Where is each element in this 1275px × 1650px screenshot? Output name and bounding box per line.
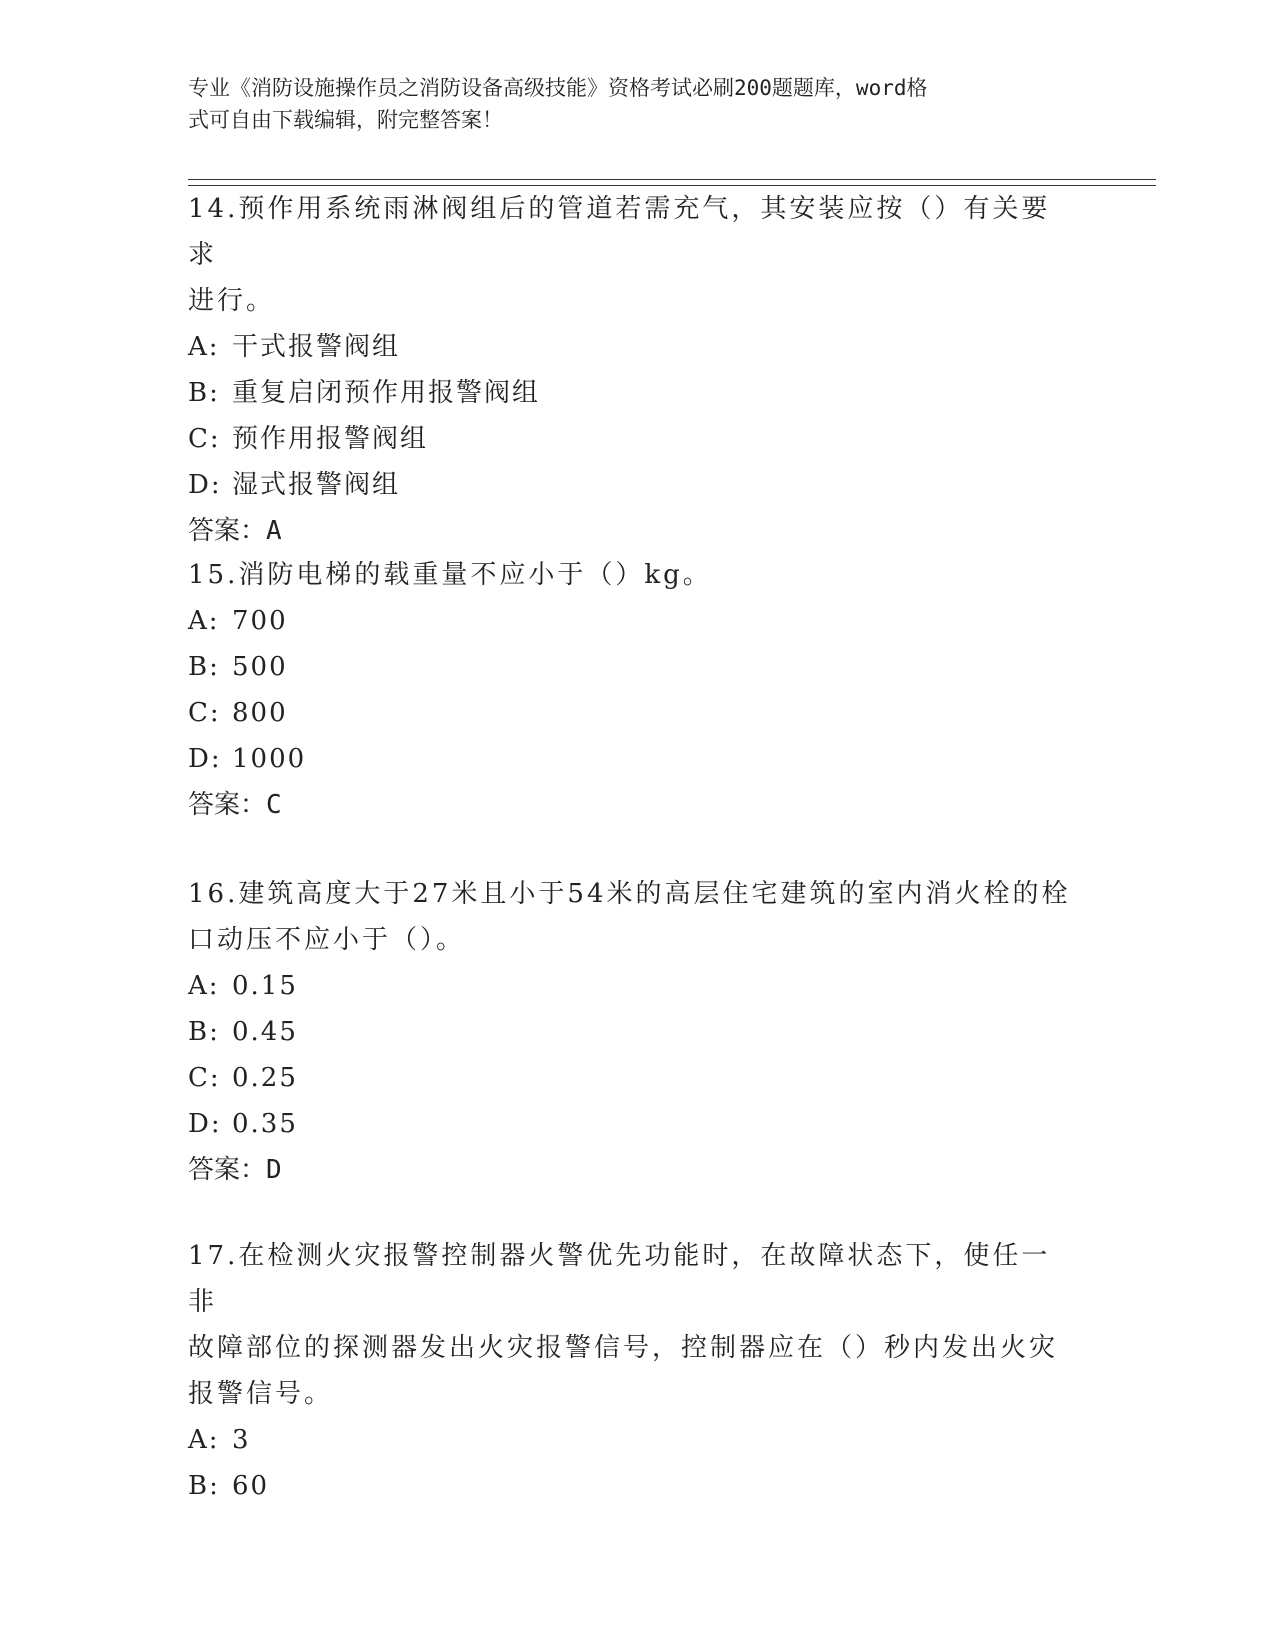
option-text: 0.45 <box>232 1017 298 1047</box>
question-16 <box>188 871 1078 1193</box>
option-text: 0.15 <box>232 971 298 1001</box>
option-text: 干式报警阀组 <box>232 332 401 362</box>
question-stem: 口动压不应小于（）。 <box>188 925 466 955</box>
option-label: C: <box>188 698 221 728</box>
option-b <box>188 1463 1078 1509</box>
question-15 <box>188 552 1078 828</box>
question-stem: 16.建筑高度大于27米且小于54米的高层住宅建筑的室内消火栓的栓 <box>188 879 1071 909</box>
option-label: B: <box>188 1017 220 1047</box>
option-text: 0.35 <box>232 1109 298 1139</box>
option-text: 预作用报警阀组 <box>232 424 429 454</box>
answer-text: 答案：D <box>188 1155 282 1185</box>
document-header <box>188 72 1088 136</box>
question-stem: 14.预作用系统雨淋阀组后的管道若需充气，其安装应按（）有关要求 <box>188 194 1051 270</box>
option-text: 1000 <box>232 744 307 774</box>
question-stem: 进行。 <box>188 286 276 316</box>
option-a <box>188 598 1078 644</box>
question-stem: 15.消防电梯的载重量不应小于（）kg。 <box>188 560 712 590</box>
question-stem: 故障部位的探测器发出火灾报警信号，控制器应在（）秒内发出火灾 <box>188 1333 1059 1363</box>
option-d <box>188 462 1078 508</box>
option-label: D: <box>188 470 222 500</box>
option-label: A: <box>188 606 220 636</box>
option-label: A: <box>188 971 220 1001</box>
option-text: 3 <box>232 1425 251 1455</box>
option-d <box>188 1101 1078 1147</box>
option-text: 700 <box>232 606 288 636</box>
option-label: D: <box>188 1109 222 1139</box>
option-text: 湿式报警阀组 <box>232 470 401 500</box>
option-c <box>188 690 1078 736</box>
answer-text: 答案：A <box>188 516 282 546</box>
question-14 <box>188 186 1078 554</box>
option-label: C: <box>188 424 221 454</box>
option-text: 500 <box>232 652 288 682</box>
option-text: 800 <box>232 698 288 728</box>
option-text: 60 <box>232 1471 270 1501</box>
option-c <box>188 1055 1078 1101</box>
question-stem: 报警信号。 <box>188 1379 334 1409</box>
option-a <box>188 324 1078 370</box>
option-label: A: <box>188 1425 220 1455</box>
option-label: B: <box>188 652 220 682</box>
option-label: D: <box>188 744 222 774</box>
option-d <box>188 736 1078 782</box>
option-b <box>188 644 1078 690</box>
header-line: 式可自由下载编辑，附完整答案！ <box>188 108 503 132</box>
option-label: A: <box>188 332 220 362</box>
option-b <box>188 370 1078 416</box>
option-label: C: <box>188 1063 221 1093</box>
option-label: B: <box>188 378 220 408</box>
question-17 <box>188 1233 1078 1509</box>
option-a <box>188 963 1078 1009</box>
header-divider <box>188 179 1156 180</box>
question-stem: 17.在检测火灾报警控制器火警优先功能时，在故障状态下，使任一非 <box>188 1241 1051 1317</box>
option-text: 0.25 <box>232 1063 298 1093</box>
option-c <box>188 416 1078 462</box>
option-a <box>188 1417 1078 1463</box>
answer-text: 答案：C <box>188 790 282 820</box>
option-text: 重复启闭预作用报警阀组 <box>232 378 541 408</box>
header-line: 专业《消防设施操作员之消防设备高级技能》资格考试必刷200题题库，word格 <box>188 76 928 100</box>
option-label: B: <box>188 1471 220 1501</box>
option-b <box>188 1009 1078 1055</box>
